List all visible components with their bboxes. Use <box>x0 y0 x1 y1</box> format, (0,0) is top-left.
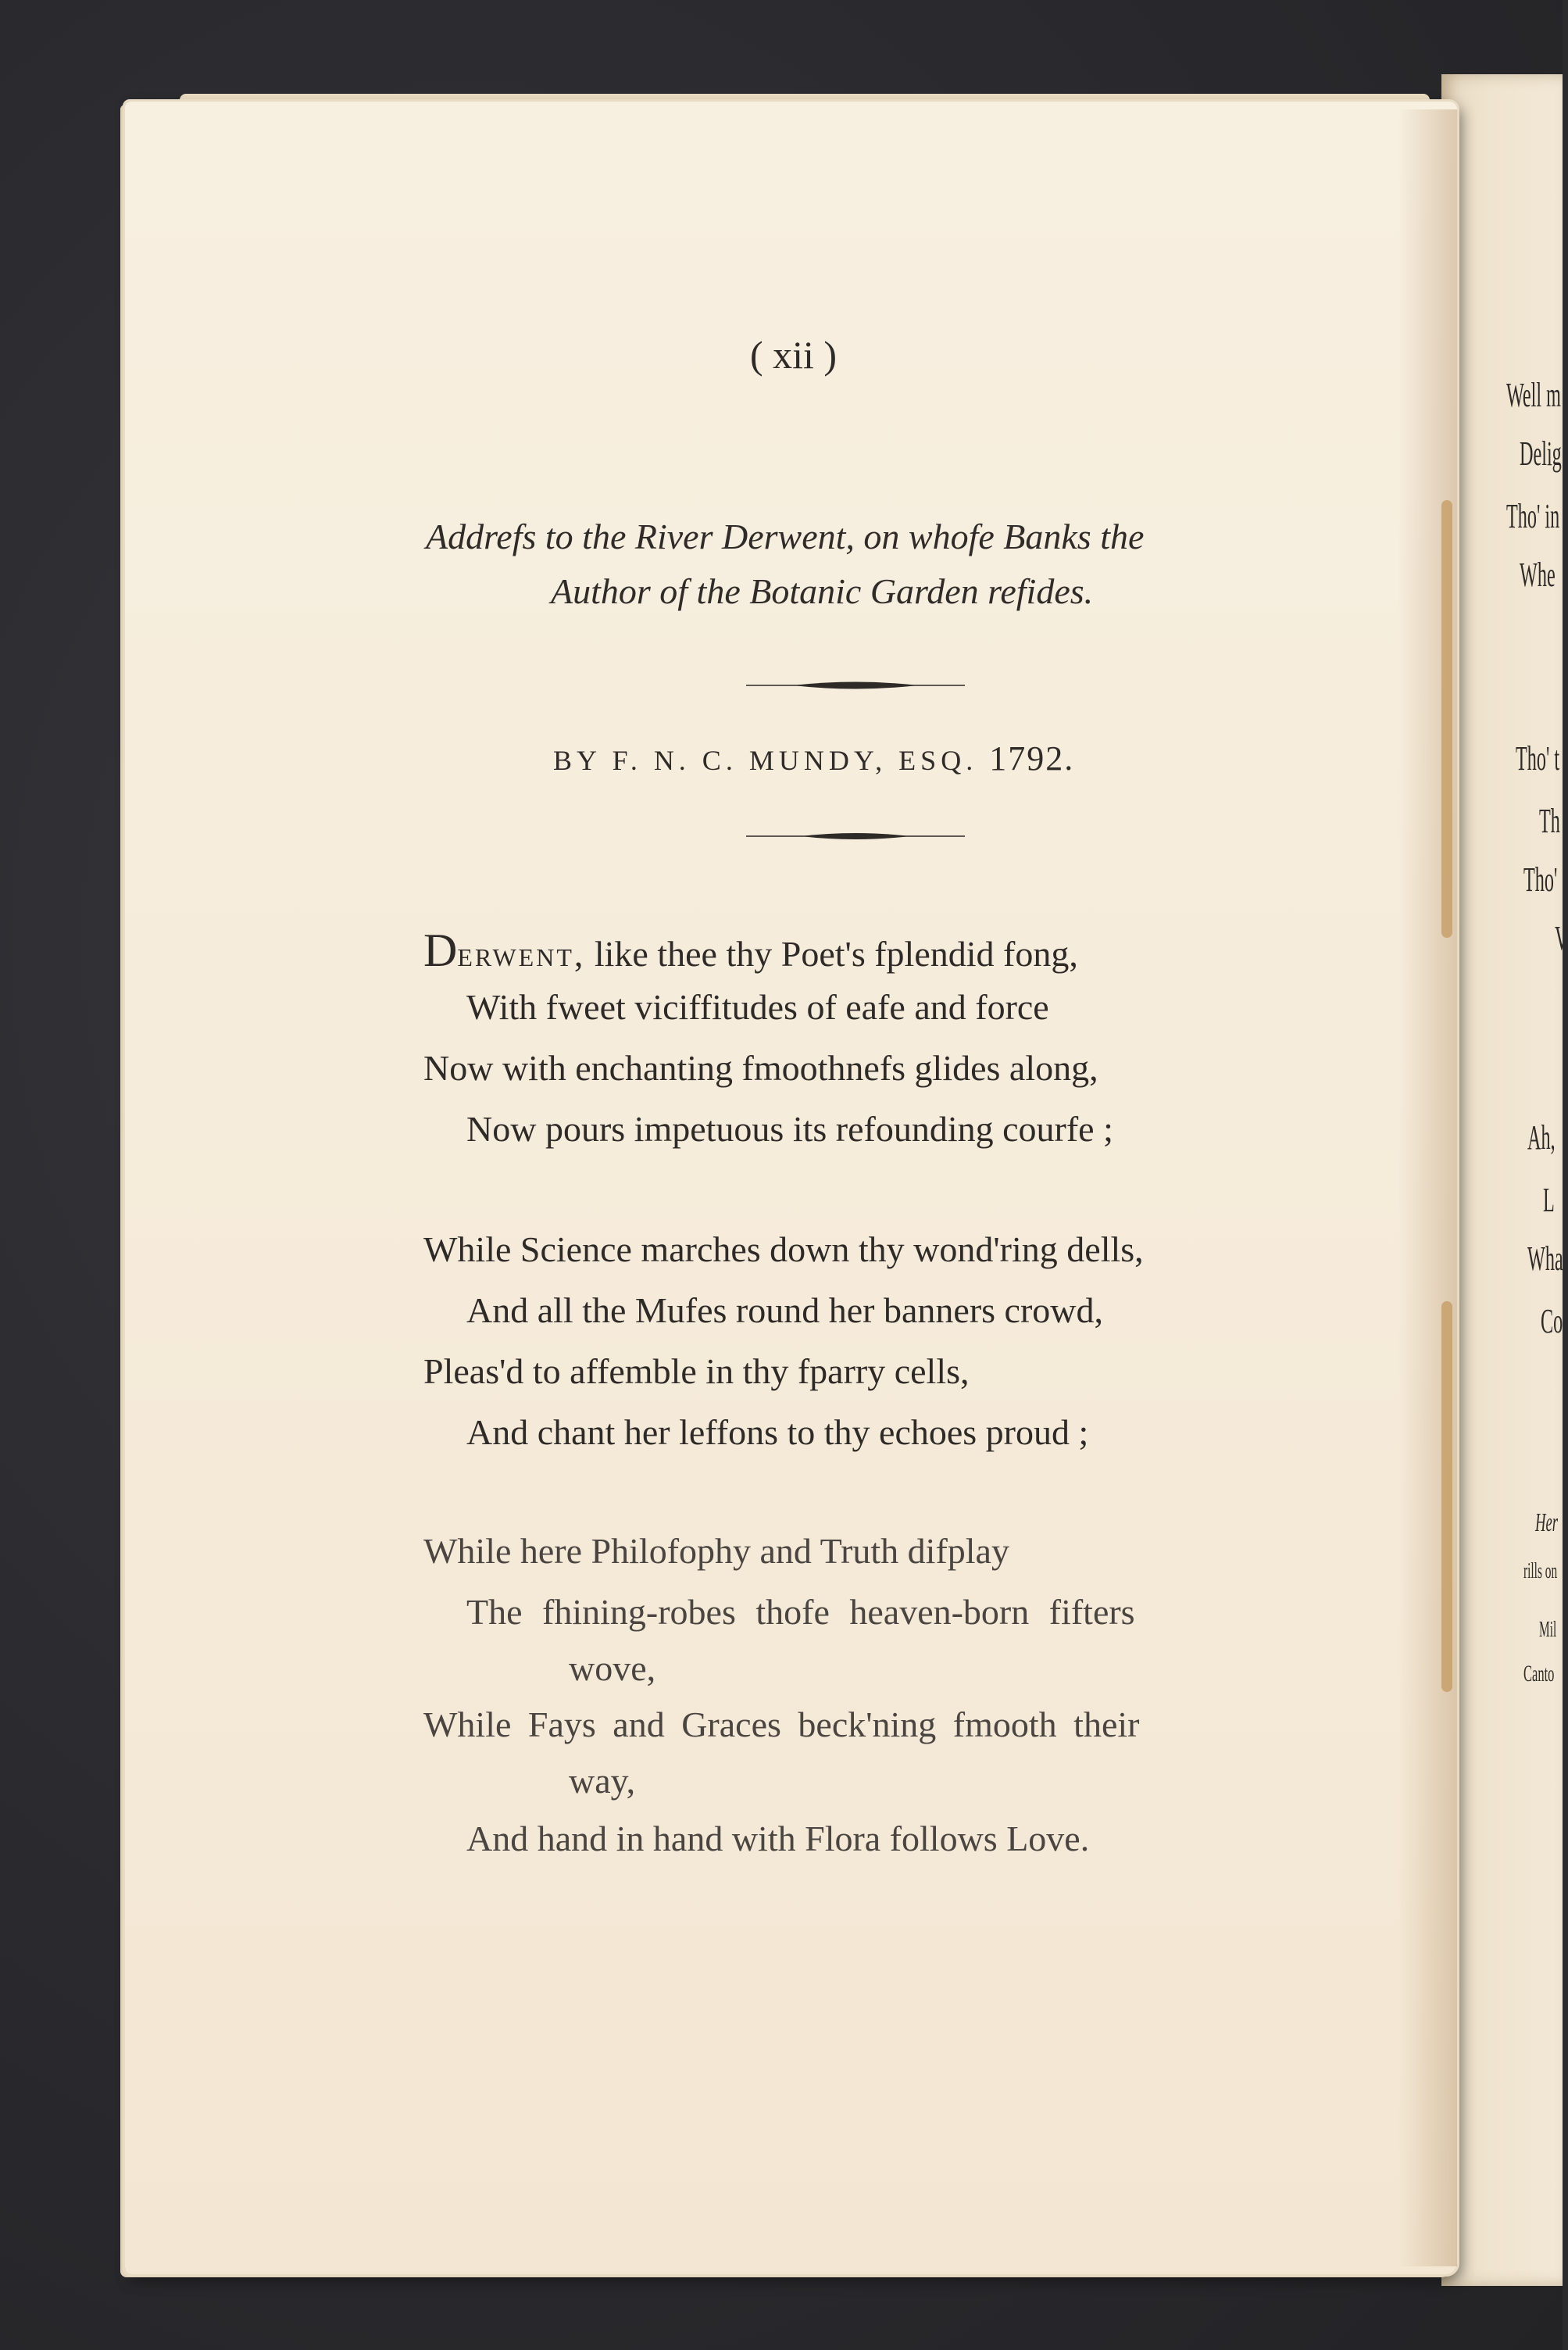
byline-year: 1792. <box>989 739 1075 778</box>
facing-page-fragment: Ah, <box>1527 1118 1555 1157</box>
gutter-shadow <box>1398 109 1457 2266</box>
verse-line: And all the Mufes round her banners crowd, <box>466 1290 1103 1330</box>
facing-page-fragment: Well m <box>1506 376 1561 414</box>
facing-page-fragment: Tho' t <box>1516 739 1560 778</box>
binding-stain <box>1441 1301 1452 1692</box>
book-page <box>125 102 1457 2274</box>
facing-page-fragment: Th <box>1539 802 1560 840</box>
facing-page-fragment: Delig <box>1520 435 1562 473</box>
page-title-line-1: Addrefs to the River Derwent, on whofe Banks the <box>426 517 1145 556</box>
page-number: ( xii ) <box>750 333 838 377</box>
verse-line: While Fays and Graces beck'ning fmooth their <box>423 1704 1140 1744</box>
facing-page-fragment: Tho' in <box>1506 497 1560 535</box>
verse-line: While here Philofophy and Truth difplay <box>423 1531 1009 1571</box>
ornamental-rule <box>746 680 965 691</box>
verse-line: Now pours impetuous its refounding courfe ; <box>466 1109 1113 1149</box>
byline-author: BY F. N. C. MUNDY, ESQ. <box>553 745 978 776</box>
facing-page-fragment: Wha <box>1527 1239 1563 1278</box>
facing-page-fragment: Co <box>1541 1302 1563 1340</box>
verse-line <box>423 924 1078 978</box>
verse-line-rest: like thee thy Poet's fplendid fong, <box>585 934 1078 974</box>
facing-page-fragment: rills on <box>1523 1559 1558 1583</box>
binding-stain <box>1441 500 1452 938</box>
verse-line: While Science marches down thy wond'ring dells, <box>423 1229 1144 1269</box>
verse-line: Pleas'd to affemble in thy fparry cells, <box>423 1351 970 1391</box>
verse-line: way, <box>569 1761 636 1801</box>
facing-page-fragment: Tho' <box>1523 860 1558 899</box>
verse-line: wove, <box>569 1648 656 1688</box>
page-title-line-2: Author of the Botanic Garden refides. <box>551 571 1094 611</box>
facing-page-fragment: Mil <box>1539 1618 1557 1642</box>
smallcaps-word: erwent, <box>457 934 586 974</box>
verse-line: Now with enchanting fmoothnefs glides along, <box>423 1048 1098 1088</box>
verse-line: The fhining-robes thofe heaven-born fifters <box>466 1592 1135 1632</box>
byline <box>553 739 1074 778</box>
facing-page-fragment: L <box>1543 1181 1555 1219</box>
verse-line: And chant her leffons to thy echoes proud ; <box>466 1412 1089 1452</box>
facing-page-fragment: Canto <box>1523 1661 1555 1686</box>
verse-line: And hand in hand with Flora follows Love. <box>466 1819 1090 1858</box>
facing-page-fragment: V <box>1555 919 1568 957</box>
drop-initial: D <box>423 925 458 976</box>
ornamental-rule <box>746 831 965 842</box>
facing-page-fragment: Her <box>1535 1508 1559 1537</box>
verse-line: With fweet viciffitudes of eafe and force <box>466 987 1049 1027</box>
facing-page-fragment: Whe <box>1520 556 1555 594</box>
